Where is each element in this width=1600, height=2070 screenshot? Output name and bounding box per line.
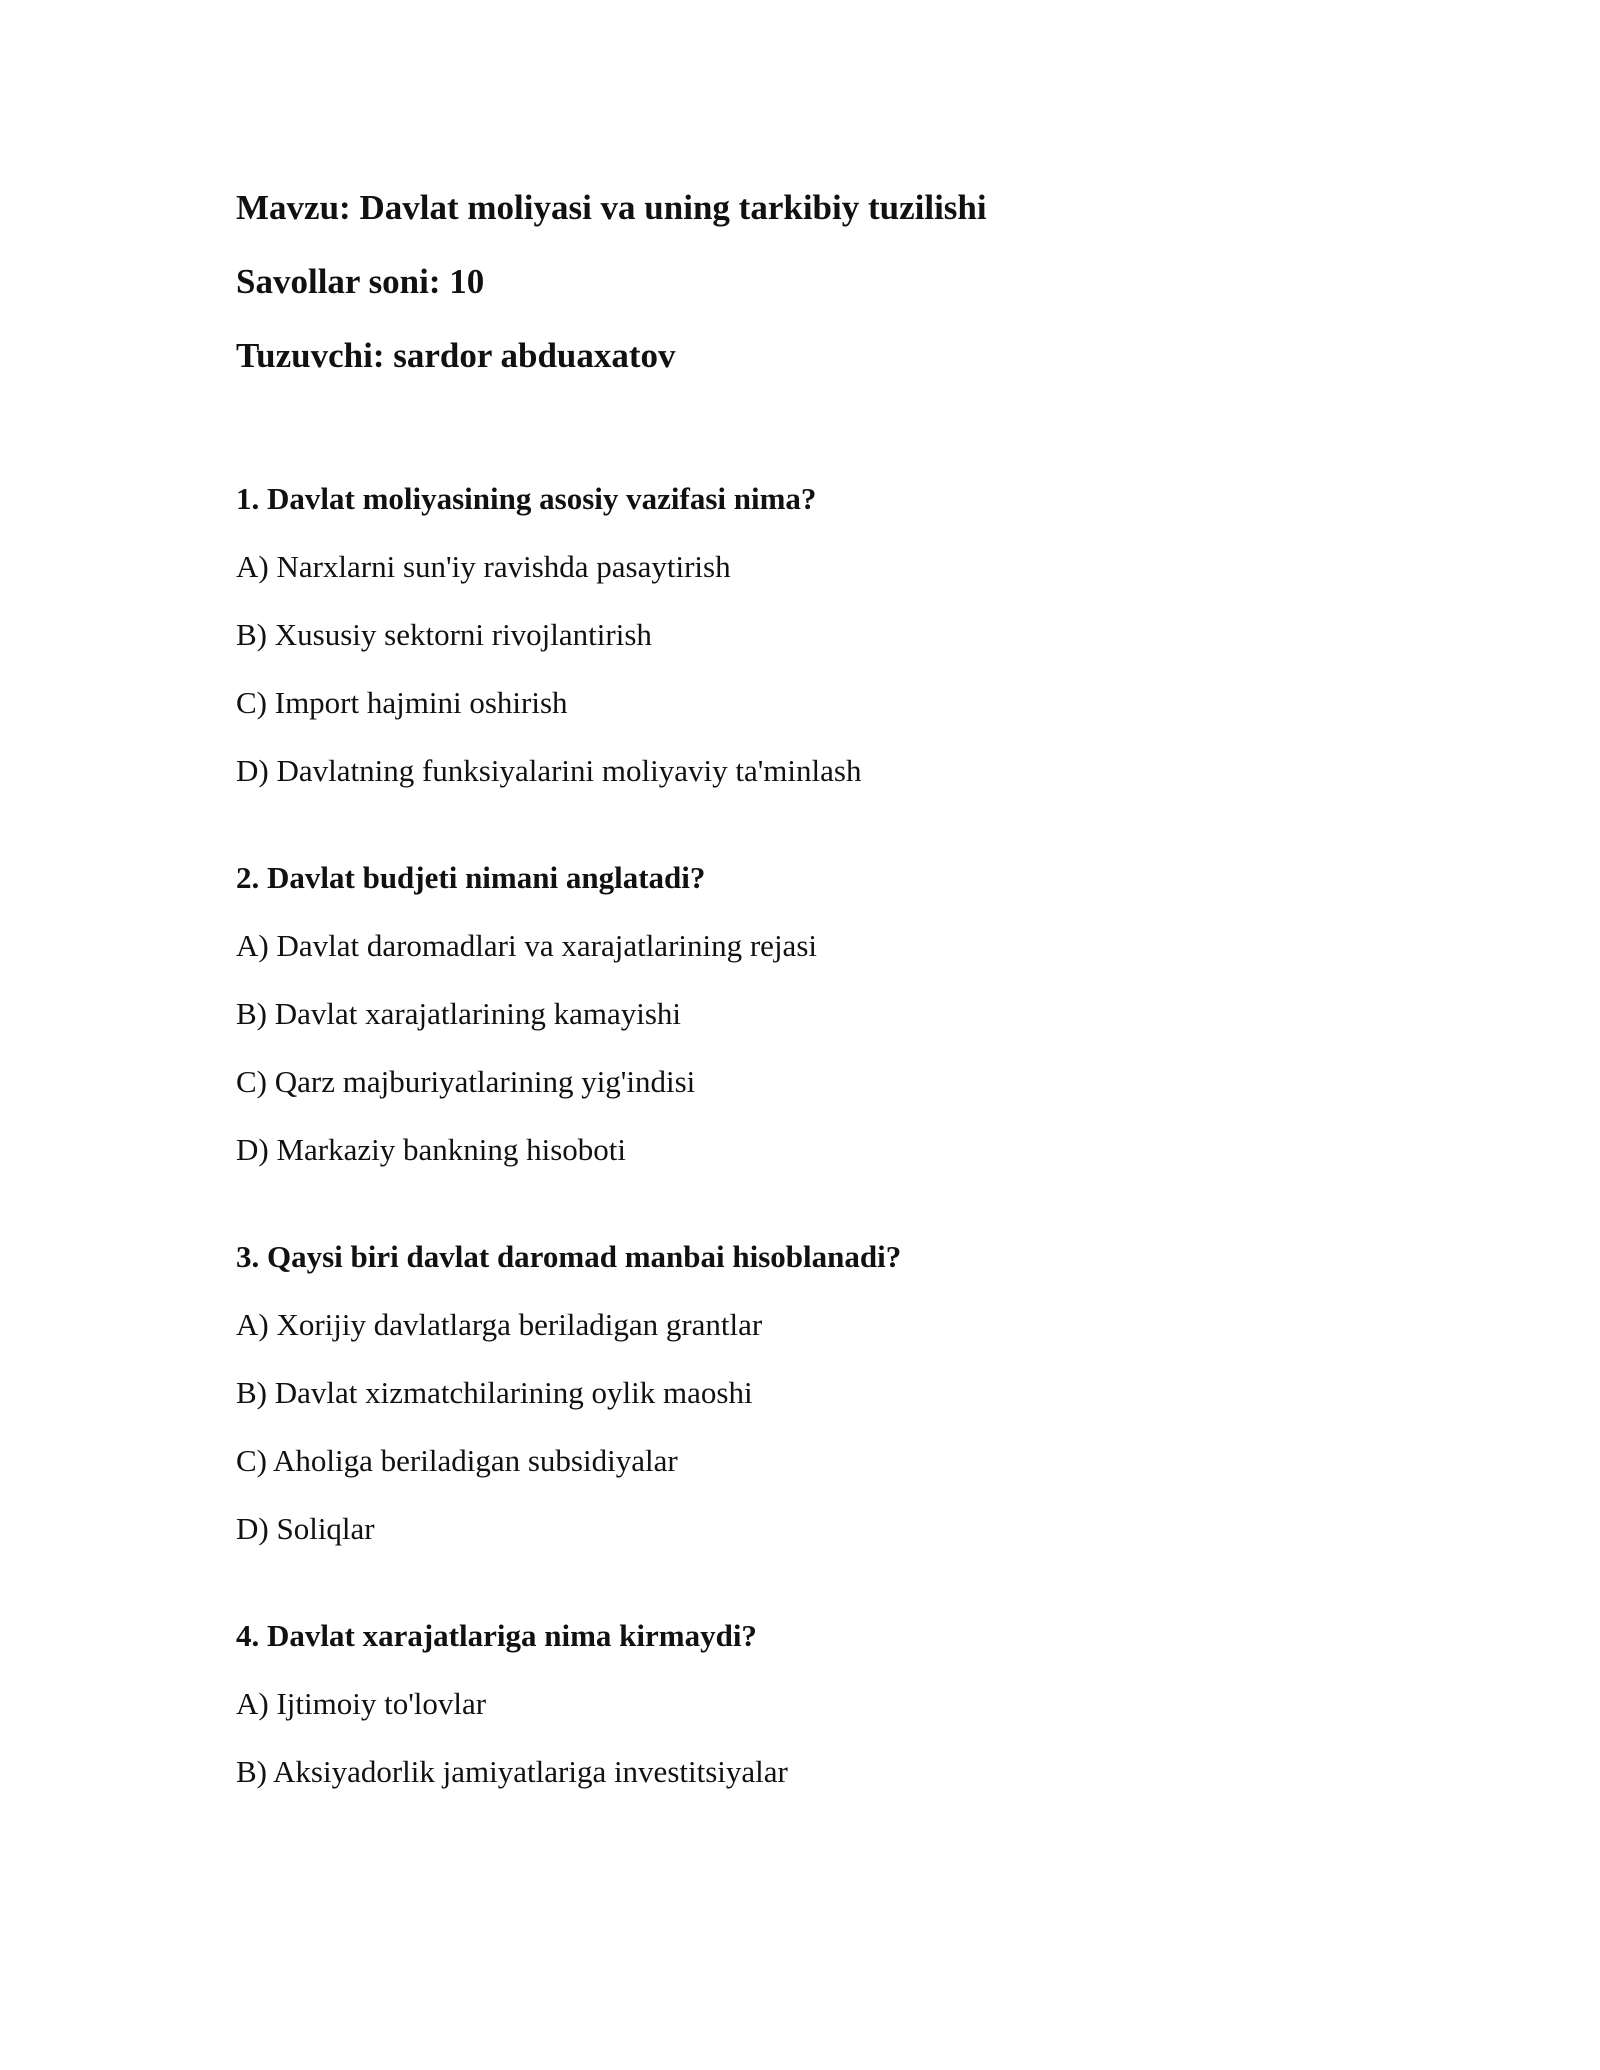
- answer-option-a: A) Davlat daromadlari va xarajatlarining rejasi: [236, 928, 817, 963]
- answer-option-c: C) Aholiga beriladigan subsidiyalar: [236, 1443, 678, 1478]
- answer-option-b: B) Davlat xizmatchilarining oylik maoshi: [236, 1375, 753, 1410]
- author-heading: Tuzuvchi: sardor abduaxatov: [236, 336, 676, 375]
- question-title: 4. Davlat xarajatlariga nima kirmaydi?: [236, 1618, 757, 1653]
- answer-option-d: D) Soliqlar: [236, 1511, 375, 1546]
- question-item-2: [236, 859, 1436, 1169]
- question-item-4: [236, 1617, 1436, 1791]
- answer-option-b: B) Xususiy sektorni rivojlantirish: [236, 617, 652, 652]
- question-item-1: [236, 480, 1436, 790]
- answer-option-a: A) Xorijiy davlatlarga beriladigan grantlar: [236, 1307, 763, 1342]
- answer-option-a: A) Ijtimoiy to'lovlar: [236, 1686, 487, 1721]
- question-item-3: [236, 1238, 1436, 1548]
- question-list: [236, 480, 1436, 1791]
- answer-option-d: D) Markaziy bankning hisoboti: [236, 1132, 627, 1167]
- question-count-heading: Savollar soni: 10: [236, 262, 485, 301]
- question-title: 1. Davlat moliyasining asosiy vazifasi nima?: [236, 481, 817, 516]
- answer-option-c: C) Import hajmini oshirish: [236, 685, 568, 720]
- answer-option-a: A) Narxlarni sun'iy ravishda pasaytirish: [236, 549, 731, 584]
- topic-heading: Mavzu: Davlat moliyasi va uning tarkibiy tuzilishi: [236, 188, 987, 227]
- question-title: 3. Qaysi biri davlat daromad manbai hisoblanadi?: [236, 1239, 902, 1274]
- question-title: 2. Davlat budjeti nimani anglatadi?: [236, 860, 706, 895]
- document-content: [236, 186, 1436, 1860]
- document-header: [236, 186, 1436, 378]
- answer-option-b: B) Aksiyadorlik jamiyatlariga investitsiyalar: [236, 1754, 788, 1789]
- answer-option-d: D) Davlatning funksiyalarini moliyaviy ta'minlash: [236, 753, 862, 788]
- answer-option-b: B) Davlat xarajatlarining kamayishi: [236, 996, 682, 1031]
- answer-option-c: C) Qarz majburiyatlarining yig'indisi: [236, 1064, 696, 1099]
